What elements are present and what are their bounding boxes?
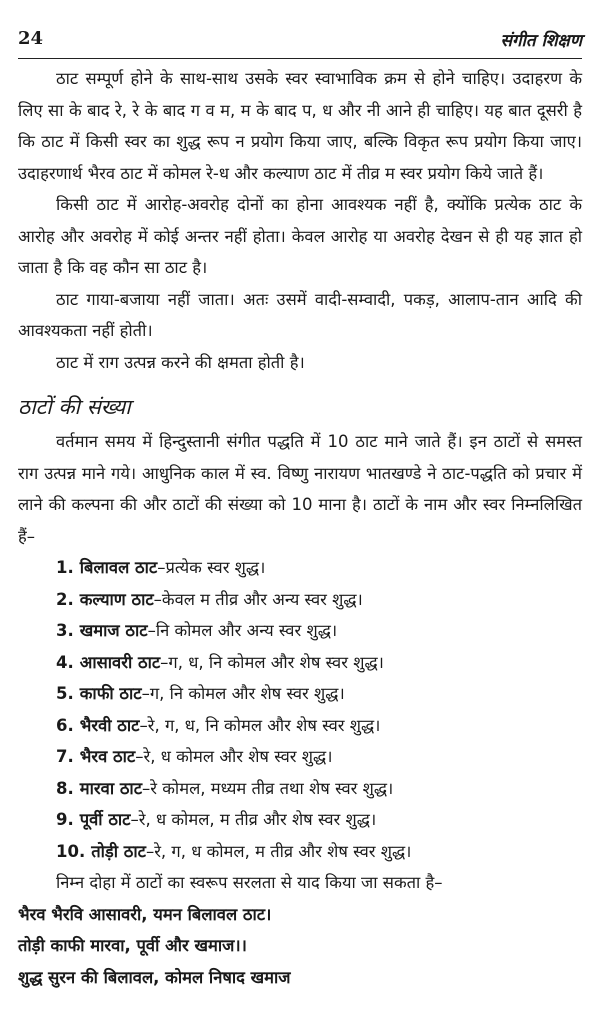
thaat-list — [18, 552, 582, 867]
thaat-description: –रे, ध कोमल और शेष स्वर शुद्ध। — [135, 747, 333, 766]
thaat-description: –प्रत्येक स्वर शुद्ध। — [157, 558, 266, 577]
thaat-name: मारवा ठाट — [79, 778, 143, 798]
section-heading: ठाटों की संख्या — [18, 395, 131, 419]
list-number: 2. — [56, 589, 74, 609]
thaat-name: भैरवी ठाट — [79, 715, 140, 735]
doha-line: भैरव भैरवि आसावरी, यमन बिलावल ठाट। — [18, 904, 272, 924]
thaat-description: –ग, नि कोमल और शेष स्वर शुद्ध। — [141, 684, 345, 703]
list-item — [56, 615, 582, 647]
thaat-name: काफी ठाट — [79, 684, 142, 703]
section-intro: वर्तमान समय में हिन्दुस्तानी संगीत पद्धति में 10 ठाट माने जाते हैं। इन ठाटों से समस्त राग उत्पन्न माने गये। आधुनिक काल में स्व. विष्णु नारायण भातखण्डे ने ठाट-पद्धति को प्रचार में लाने की कल्पना की और ठाटों की संख्या को 10 माना है। ठाटों के नाम और स्वर निम्नलिखित हैं– — [18, 432, 582, 546]
list-item — [56, 836, 582, 868]
page-body — [18, 63, 582, 993]
thaat-name: आसावरी ठाट — [79, 652, 161, 672]
list-number: 8. — [56, 778, 74, 798]
thaat-name: भैरव ठाट — [79, 747, 136, 766]
list-item — [56, 804, 582, 836]
page-header — [18, 0, 582, 59]
thaat-description: –ग, ध, नि कोमल और शेष स्वर शुद्ध। — [160, 652, 384, 672]
list-item — [56, 584, 582, 616]
thaat-description: –रे, ग, ध कोमल, म तीव्र और शेष स्वर शुद्ध। — [145, 841, 412, 861]
doha-intro: निम्न दोहा में ठाटों का स्वरूप सरलता से याद किया जा सकता है– — [56, 873, 443, 892]
thaat-description: –रे, ग, ध, नि कोमल और शेष स्वर शुद्ध। — [139, 715, 381, 735]
paragraph: ठाट गाया-बजाया नहीं जाता। अतः उसमें वादी-सम्वादी, पकड़, आलाप-तान आदि की आवश्यकता नहीं होती। — [18, 289, 582, 340]
list-item — [56, 773, 582, 805]
thaat-description: –नि कोमल और अन्य स्वर शुद्ध। — [147, 621, 338, 640]
list-item — [56, 678, 582, 710]
thaat-name: बिलावल ठाट — [79, 558, 158, 577]
list-number: 6. — [56, 715, 74, 735]
list-item — [56, 710, 582, 742]
list-number: 4. — [56, 652, 74, 672]
running-title: संगीत शिक्षण — [500, 31, 582, 51]
list-number: 9. — [56, 810, 74, 829]
paragraph: ठाट सम्पूर्ण होने के साथ-साथ उसके स्वर स्वाभाविक क्रम से होने चाहिए। उदाहरण के लिए सा के बाद रे, रे के बाद ग व म, म के बाद प, ध और नी आने ही चाहिए। यह बात दूसरी है कि ठाट में किसी स्वर का शुद्ध रूप न प्रयोग किया जाए, बल्कि विकृत रूप प्रयोग किया जाए। उदाहरणार्थ भैरव ठाट में कोमल रे-ध और कल्याण ठाट में तीव्र म स्वर प्रयोग किये जाते हैं। — [18, 69, 582, 183]
list-item — [56, 552, 582, 584]
thaat-description: –रे, ध कोमल, म तीव्र और शेष स्वर शुद्ध। — [130, 810, 377, 829]
paragraph: किसी ठाट में आरोह-अवरोह दोनों का होना आवश्यक नहीं है, क्योंकि प्रत्येक ठाट के आरोह और अवरोह में कोई अन्तर नहीं होता। केवल आरोह या अवरोह देखन से ही यह ज्ञात हो जाता है कि वह कौन सा ठाट है। — [18, 195, 582, 277]
list-number: 10. — [56, 841, 86, 861]
thaat-name: तोड़ी ठाट — [91, 841, 146, 861]
doha-line: शुद्ध सुरन की बिलावल, कोमल निषाद खमाज — [18, 967, 291, 987]
paragraph: ठाट में राग उत्पन्न करने की क्षमता होती है। — [56, 352, 305, 372]
list-number: 7. — [56, 747, 74, 766]
thaat-name: पूर्वी ठाट — [79, 810, 131, 829]
doha-line: तोड़ी काफी मारवा, पूर्वी और खमाज।। — [18, 936, 247, 955]
list-number: 1. — [56, 558, 74, 577]
list-item — [56, 741, 582, 773]
thaat-name: कल्याण ठाट — [79, 589, 154, 609]
thaat-description: –रे कोमल, मध्यम तीव्र तथा शेष स्वर शुद्ध। — [142, 778, 394, 798]
page-number: 24 — [18, 28, 44, 49]
thaat-description: –केवल म तीव्र और अन्य स्वर शुद्ध। — [153, 589, 363, 609]
list-item — [56, 647, 582, 679]
list-number: 5. — [56, 684, 74, 703]
list-number: 3. — [56, 621, 74, 640]
thaat-name: खमाज ठाट — [79, 621, 148, 640]
